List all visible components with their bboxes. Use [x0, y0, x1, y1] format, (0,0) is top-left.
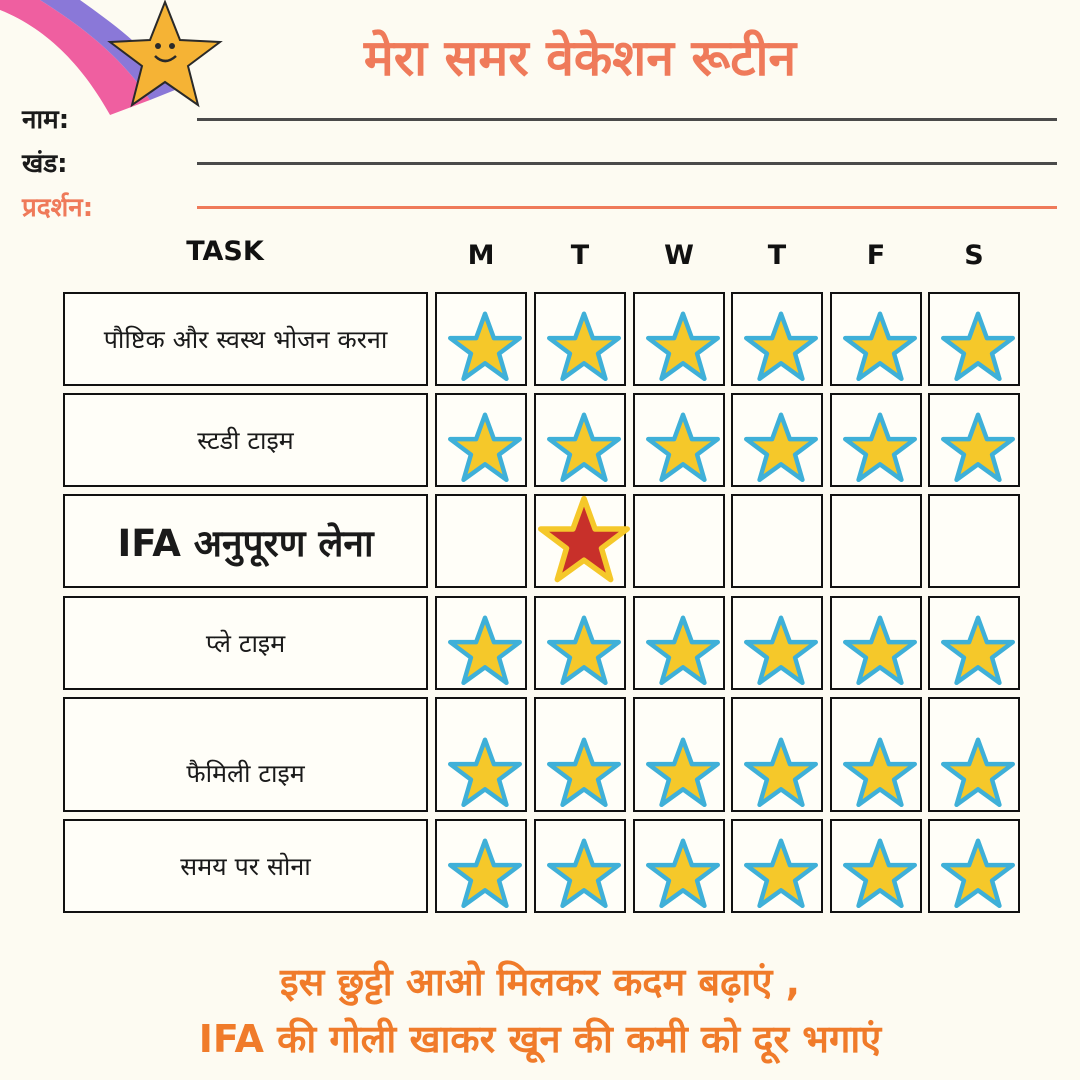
footer-line-1: इस छुट्टी आओ मिलकर कदम बढ़ाएं ,: [279, 960, 801, 1004]
day-header: F: [866, 240, 886, 271]
task-label: पौष्टिक और स्वस्थ भोजन करना: [63, 292, 428, 386]
gold-star-icon: [547, 736, 621, 810]
task-label: प्ले टाइम: [63, 596, 428, 690]
red-star-icon: [538, 494, 630, 586]
task-label: IFA अनुपूरण लेना: [63, 494, 428, 588]
day-checkbox[interactable]: [928, 494, 1020, 588]
section-line[interactable]: [197, 162, 1057, 165]
gold-star-icon: [843, 837, 917, 911]
gold-star-icon: [941, 837, 1015, 911]
name-label: नाम:: [22, 105, 70, 135]
gold-star-icon: [744, 837, 818, 911]
footer-line-2: IFA की गोली खाकर खून की कमी को दूर भगाएं: [198, 1017, 882, 1061]
gold-star-icon: [547, 614, 621, 688]
performance-label: प्रदर्शन:: [22, 193, 94, 223]
day-header: M: [467, 240, 495, 271]
day-header: T: [570, 240, 590, 271]
day-header: W: [664, 240, 694, 271]
task-label: समय पर सोना: [63, 819, 428, 913]
gold-star-icon: [646, 411, 720, 485]
task-label: स्टडी टाइम: [63, 393, 428, 487]
gold-star-icon: [448, 736, 522, 810]
gold-star-icon: [646, 310, 720, 384]
gold-star-icon: [941, 736, 1015, 810]
gold-star-icon: [646, 837, 720, 911]
day-header: S: [964, 240, 984, 271]
gold-star-icon: [448, 310, 522, 384]
gold-star-icon: [744, 310, 818, 384]
task-header: TASK: [186, 236, 264, 267]
gold-star-icon: [547, 411, 621, 485]
gold-star-icon: [744, 411, 818, 485]
gold-star-icon: [448, 837, 522, 911]
page-title: मेरा समर वेकेशन रूटीन: [363, 29, 797, 87]
gold-star-icon: [547, 310, 621, 384]
day-checkbox[interactable]: [731, 494, 823, 588]
gold-star-icon: [843, 614, 917, 688]
day-header: T: [767, 240, 787, 271]
gold-star-icon: [448, 614, 522, 688]
name-line[interactable]: [197, 118, 1057, 121]
gold-star-icon: [843, 736, 917, 810]
gold-star-icon: [941, 310, 1015, 384]
gold-star-icon: [843, 411, 917, 485]
task-label: फैमिली टाइम: [63, 697, 428, 812]
gold-star-icon: [547, 837, 621, 911]
gold-star-icon: [744, 614, 818, 688]
gold-star-icon: [744, 736, 818, 810]
gold-star-icon: [448, 411, 522, 485]
gold-star-icon: [646, 614, 720, 688]
day-checkbox[interactable]: [633, 494, 725, 588]
gold-star-icon: [646, 736, 720, 810]
gold-star-icon: [843, 310, 917, 384]
day-checkbox[interactable]: [830, 494, 922, 588]
day-checkbox[interactable]: [435, 494, 527, 588]
gold-star-icon: [941, 411, 1015, 485]
performance-line[interactable]: [197, 206, 1057, 209]
gold-star-icon: [941, 614, 1015, 688]
section-label: खंड:: [22, 149, 68, 179]
